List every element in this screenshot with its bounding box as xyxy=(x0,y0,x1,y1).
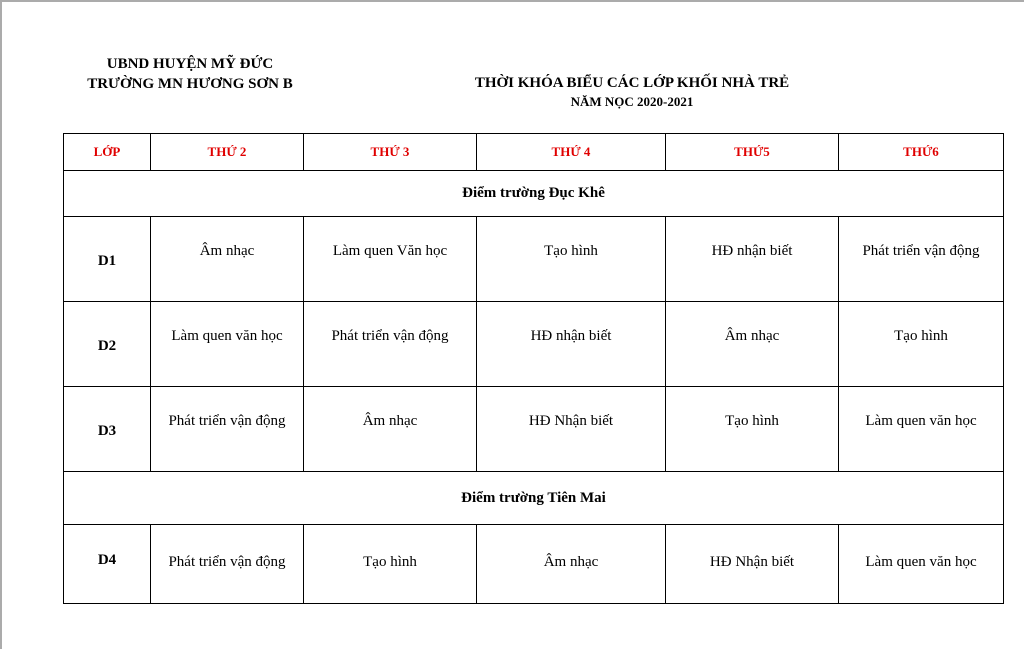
subject-cell: Phát triển vận động xyxy=(839,217,1004,302)
subject-cell: Âm nhạc xyxy=(151,217,304,302)
section-title-tien-mai: Điểm trường Tiên Mai xyxy=(64,472,1004,525)
subject-cell: Tạo hình xyxy=(666,387,839,472)
subject-cell: Âm nhạc xyxy=(304,387,477,472)
subject-cell: Phát triển vận động xyxy=(304,302,477,387)
subject-cell: Phát triển vận động xyxy=(151,525,304,604)
school-name: TRƯỜNG MN HƯƠNG SƠN B xyxy=(87,76,293,92)
col-header-friday: THỨ6 xyxy=(839,134,1004,171)
subject-cell: Phát triển vận động xyxy=(151,387,304,472)
subject-cell: HĐ nhận biết xyxy=(666,217,839,302)
school-year: NĂM NỌC 2020-2021 xyxy=(570,94,694,109)
col-header-monday: THỨ 2 xyxy=(151,134,304,171)
subject-cell: HĐ nhận biết xyxy=(477,302,666,387)
district-school-header xyxy=(40,54,340,94)
col-header-wednesday: THỨ 4 xyxy=(477,134,666,171)
timetable-title: THỜI KHÓA BIỂU CÁC LỚP KHỐI NHÀ TRẺ xyxy=(474,75,790,91)
subject-cell: Tạo hình xyxy=(477,217,666,302)
subject-cell: Làm quen Văn học xyxy=(304,217,477,302)
subject-cell: Tạo hình xyxy=(839,302,1004,387)
timetable-title-block xyxy=(402,74,862,110)
district-name: UBND HUYỆN MỸ ĐỨC xyxy=(106,56,274,72)
table-row xyxy=(64,387,1004,472)
timetable xyxy=(63,133,1004,604)
class-cell: D4 xyxy=(64,525,151,604)
subject-cell: Âm nhạc xyxy=(666,302,839,387)
col-header-tuesday: THỨ 3 xyxy=(304,134,477,171)
col-header-thursday: THỨ5 xyxy=(666,134,839,171)
subject-cell: Tạo hình xyxy=(304,525,477,604)
col-header-class: LỚP xyxy=(64,134,151,171)
table-row xyxy=(64,217,1004,302)
section-row xyxy=(64,472,1004,525)
subject-cell: Làm quen văn học xyxy=(151,302,304,387)
class-cell: D1 xyxy=(64,217,151,302)
section-title-duc-khe: Điểm trường Đục Khê xyxy=(64,171,1004,217)
table-row xyxy=(64,302,1004,387)
subject-cell: Làm quen văn học xyxy=(839,525,1004,604)
subject-cell: HĐ Nhận biết xyxy=(666,525,839,604)
section-row xyxy=(64,171,1004,217)
class-cell: D2 xyxy=(64,302,151,387)
document-page xyxy=(2,2,1024,649)
subject-cell: HĐ Nhận biết xyxy=(477,387,666,472)
class-cell: D3 xyxy=(64,387,151,472)
subject-cell: Âm nhạc xyxy=(477,525,666,604)
table-row xyxy=(64,525,1004,604)
table-header-row xyxy=(64,134,1004,171)
subject-cell: Làm quen văn học xyxy=(839,387,1004,472)
